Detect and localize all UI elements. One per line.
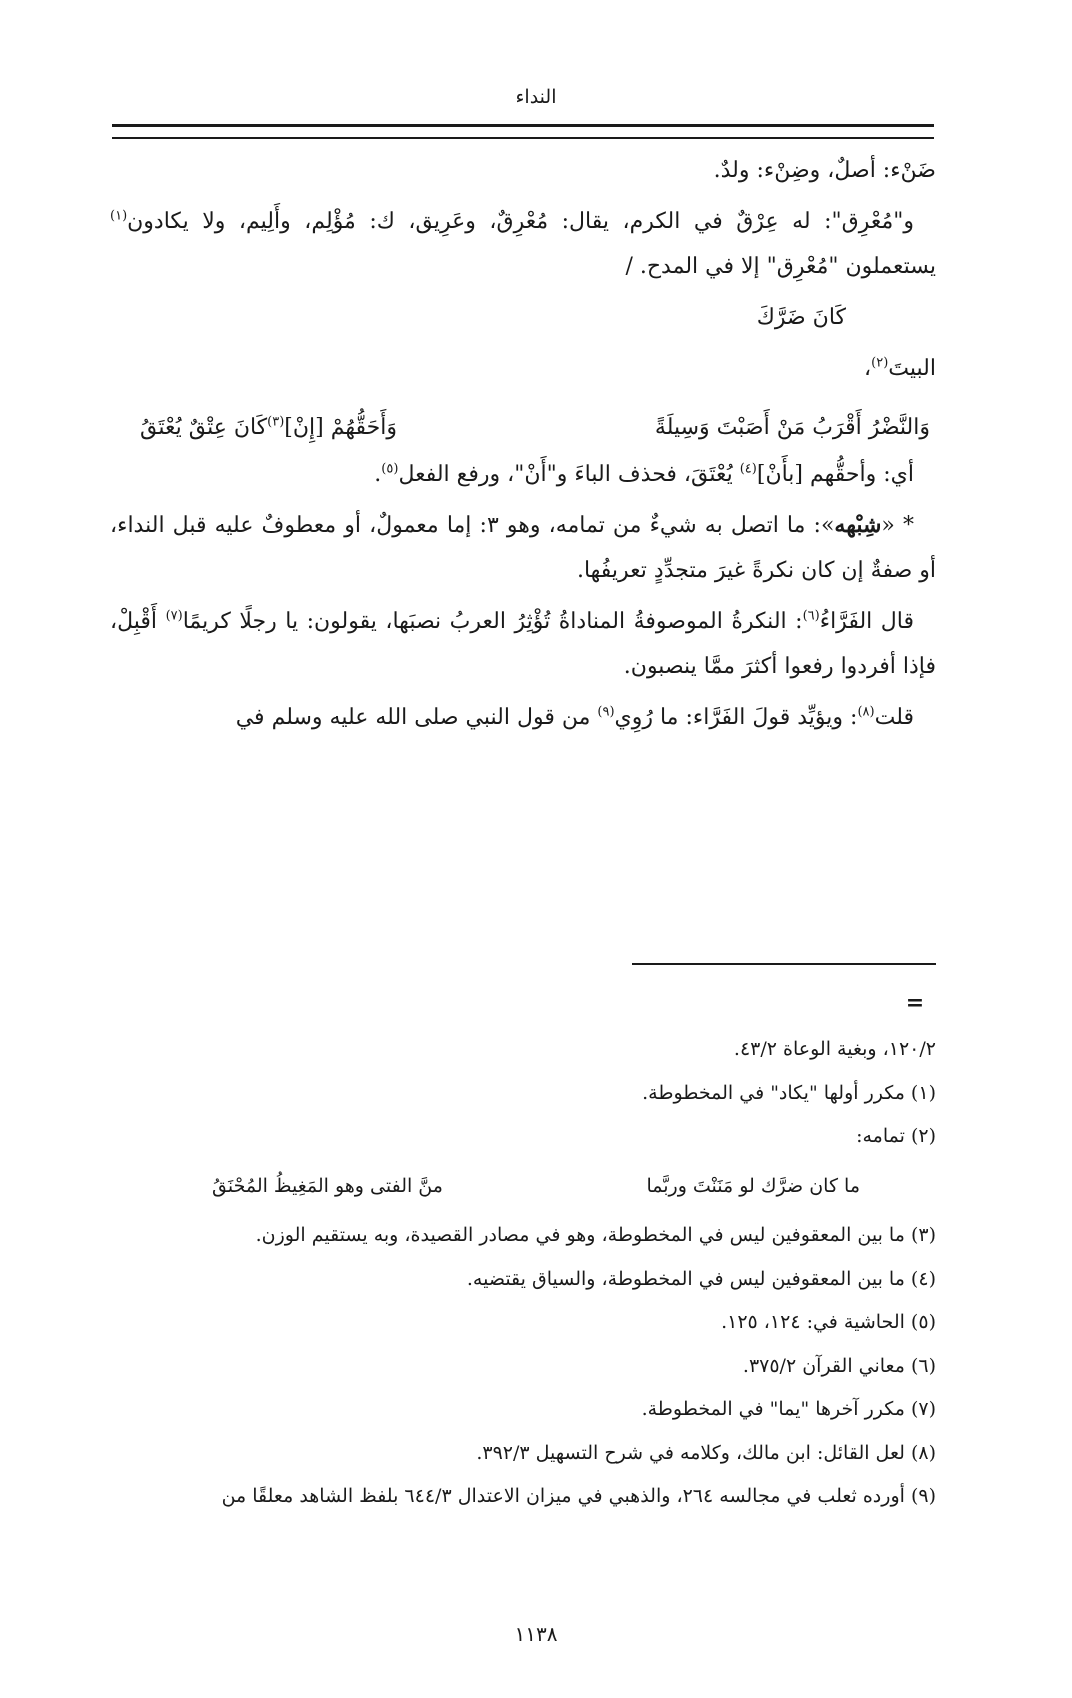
footnote-3: (٣) ما بين المعقوفين ليس في المخطوطة، وهو في مصادر القصيدة، وبه يستقيم الوزن. — [255, 1224, 936, 1246]
verse-first-hemistich: وَالنَّضْرُ أَقْرَبُ مَنْ أَصَبْتَ وَسِيلَةً — [654, 415, 930, 440]
qultu-text-mid: : ويؤيِّد قولَ الفَرَّاء: ما رُوِي — [614, 705, 858, 730]
farra-text-end: أَقْبِلْ، فإذا أفردوا رفعوا أكثرَ ممَّا ينصبون. — [110, 609, 936, 679]
page-number: ١١٣٨ — [514, 1622, 558, 1646]
paragraph-qultu — [110, 695, 936, 740]
footnote-ref-9: (٩) — [597, 704, 615, 720]
quote-line: كَانَ ضَرَّكَ — [756, 305, 846, 330]
header-rule-thick — [112, 124, 934, 127]
footnote-ref-3: (٣) — [267, 414, 285, 430]
gloss-text: أي: وأحقُّهم [بأَنْ] — [756, 462, 914, 487]
bayt-label-text: البيتَ — [888, 356, 936, 381]
footnote-divider — [632, 963, 936, 965]
farra-text-mid: : النكرةُ الموصوفةُ المناداةُ تُؤْثِرُ العربُ نصبَها، يقولون: يا رجلًا كريمًا — [182, 609, 803, 634]
footnote-ref-7: (٧) — [165, 608, 183, 624]
footnote-2: (٢) تمامه: — [856, 1125, 936, 1147]
verse-second-hemistich — [140, 405, 397, 450]
footnote-ref-6: (٦) — [802, 608, 820, 624]
footnote-ref-2: (٢) — [871, 355, 889, 371]
paragraph-farra — [110, 599, 936, 689]
footnote-ref-5: (٥) — [381, 461, 399, 477]
footnote-7: (٧) مكرر آخرها "يما" في المخطوطة. — [641, 1398, 936, 1420]
footnote-verse-second: منَّ الفتى وهو المَغِيظُ المُحْنَقُ — [212, 1174, 443, 1197]
verse-second-text-end: كَانَ عِتْقٌ يُعْتَقُ — [140, 415, 268, 440]
footnote-9: (٩) أورده ثعلب في مجالسه ٢٦٤، والذهبي في ميزان الاعتدال ٦٤٤/٣ بلفظ الشاهد معلقًا من — [221, 1485, 936, 1507]
footnote-ref-4: (٤) — [739, 461, 757, 477]
verse-second-text: وَأَحَقُّهُمْ [إِنْ] — [284, 415, 397, 440]
footnote-2-verse — [110, 1165, 936, 1209]
paragraph-muriq-text-end: يستعملون "مُعْرِق" إلا في المدح. / — [625, 254, 936, 279]
footnote-ref-1: (١) — [110, 208, 128, 224]
footnote-continued: ١٢٠/٢، وبغية الوعاة ٤٣/٢. — [733, 1038, 936, 1060]
shibh-headword: شِبْهه — [834, 512, 882, 538]
footnote-1: (١) مكرر أولها "يكاد" في المخطوطة. — [642, 1081, 936, 1104]
paragraph-shibh — [110, 503, 936, 593]
poetry-verse — [110, 399, 936, 450]
footnote-continuation-mark: = — [905, 990, 925, 1016]
footnote-4: (٤) ما بين المعقوفين ليس في المخطوطة، والسياق يقتضيه. — [466, 1267, 936, 1290]
paragraph-muriq — [110, 199, 936, 289]
farra-text: قال الفَرَّاءُ — [819, 609, 914, 634]
qultu-text: قلت — [874, 705, 914, 730]
running-head: النداء — [515, 86, 557, 108]
header-rule-thin — [112, 137, 934, 139]
paragraph-muriq-text: و"مُعْرِق": له عِرْقٌ في الكرم، يقال: مُعْرِقٌ، وعَرِيق، ك: مُؤْلِم، وأَلِيم، ولا يكادون — [127, 209, 914, 234]
text-line-dan: ضَنْء: أصلٌ، وضِنْء: ولدٌ. — [713, 158, 936, 183]
footnote-8: (٨) لعل القائل: ابن مالك، وكلامه في شرح التسهيل ٣٩٢/٣. — [476, 1441, 936, 1464]
qultu-text-end: من قول النبي صلى الله عليه وسلم في — [235, 705, 598, 730]
footnote-verse-first: ما كان ضرَّك لو مَنَنْتَ وربَّما — [646, 1174, 860, 1197]
footnote-6: (٦) معاني القرآن ٣٧٥/٢. — [742, 1354, 936, 1377]
gloss-text-mid: يُعْتَقَ، فحذف الباءَ و"أَنْ"، ورفع الفعل — [398, 462, 740, 487]
bayt-label — [110, 346, 936, 391]
footnote-ref-8: (٨) — [857, 704, 875, 720]
shibh-text: »: ما اتصل به شيءٌ من تمامه، وهو ٣: إما معمولٌ، أو معطوفٌ عليه قبل النداء، أو صفةٌ إن كان نكرةً غيرَ متجدِّدٍ تعريفُها. — [110, 513, 936, 583]
shibh-marker: * « — [881, 513, 914, 538]
main-text — [110, 148, 936, 746]
bayt-label-punct: ، — [864, 356, 872, 381]
gloss-line — [110, 452, 936, 497]
footnotes — [110, 1028, 936, 1519]
footnote-5: (٥) الحاشية في: ١٢٤، ١٢٥. — [721, 1311, 936, 1333]
gloss-text-end: . — [374, 462, 382, 487]
